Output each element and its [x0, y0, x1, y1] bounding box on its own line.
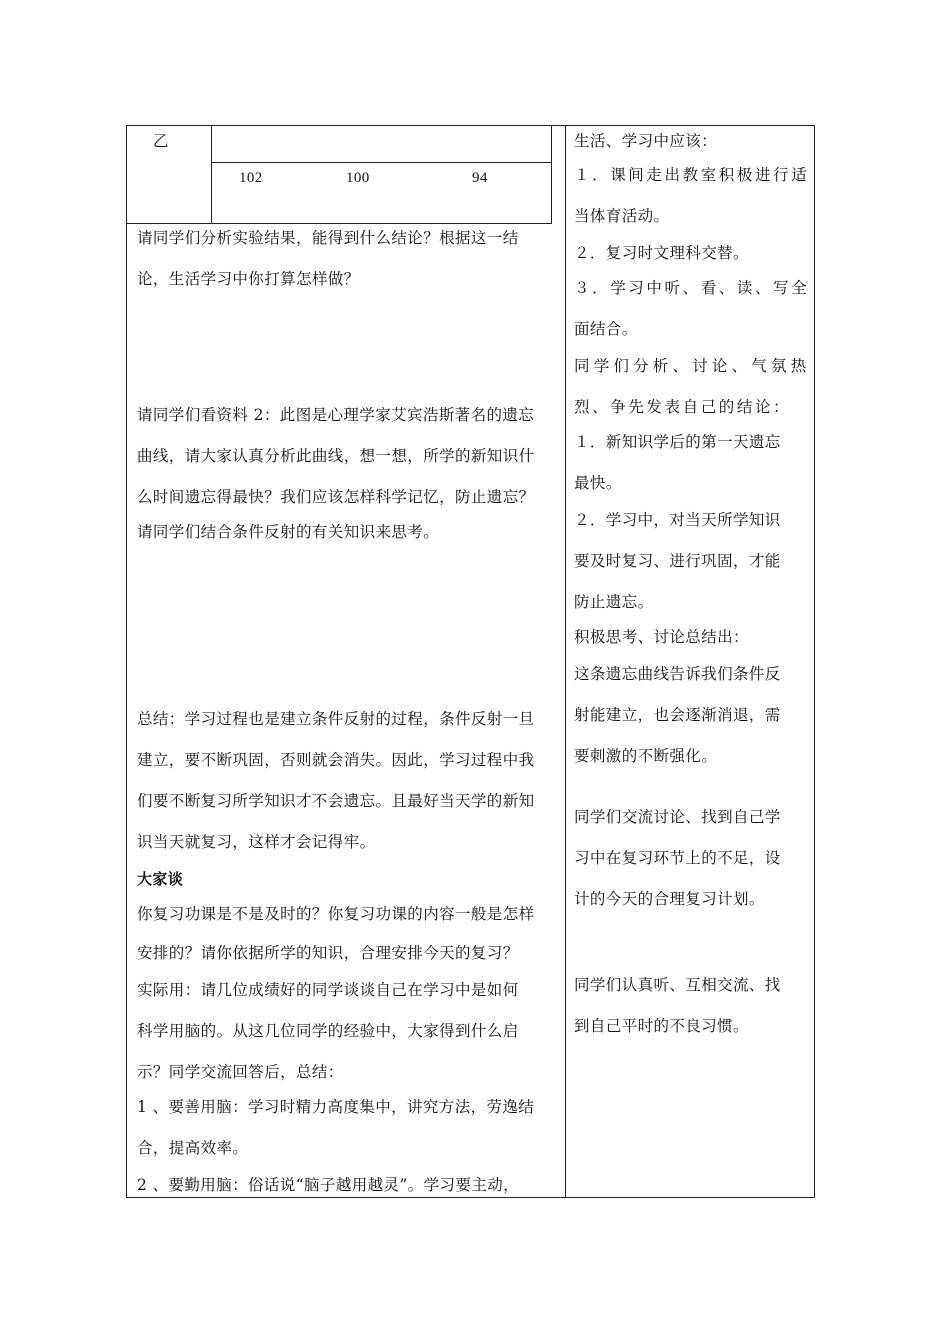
- left-text-line: 识当天就复习，这样才会记得牢。: [137, 833, 376, 851]
- right-text-line: 烈、争先发表自己的结论：: [574, 398, 792, 416]
- right-text-line: ２．学习中，对当天所学知识: [574, 511, 781, 529]
- right-text-line: 同学们分析、讨论、气氛热: [574, 357, 811, 375]
- left-text-line: 示？同学交流回答后，总结：: [137, 1063, 344, 1081]
- right-text-line: 当体育活动。: [574, 207, 670, 225]
- left-text-line: 么时间遗忘得最快？我们应该怎样科学记忆，防止遗忘？: [137, 488, 535, 506]
- right-text-line: 同学们交流讨论、找到自己学: [574, 808, 781, 826]
- left-text-line: 2 、要勤用脑：俗话说“脑子越用越灵”。学习要主动，: [137, 1176, 520, 1194]
- right-text-line: 到自己平时的不良习惯。: [574, 1017, 749, 1035]
- left-text-line: 曲线，请大家认真分析此曲线，想一想，所学的新知识什: [137, 447, 535, 465]
- right-text-line: 这条遗忘曲线告诉我们条件反: [574, 665, 781, 683]
- right-text-line: ２．复习时文理科交替。: [574, 244, 749, 262]
- value-cell: 100: [346, 170, 370, 186]
- right-text-line: 最快。: [574, 474, 622, 492]
- subtable-bottom-border: [126, 223, 552, 224]
- right-text-line: 射能建立，也会逐渐消退，需: [574, 706, 781, 724]
- right-text-line: １．新知识学后的第一天遗忘: [574, 433, 781, 451]
- right-text-line: 积极思考、讨论总结出：: [574, 628, 749, 646]
- subtable-mid-border: [211, 162, 552, 163]
- left-text-line: 合，提高效率。: [137, 1139, 249, 1157]
- left-text-line: 实际用：请几位成绩好的同学谈谈自己在学习中是如何: [137, 981, 519, 999]
- left-text-line: 1 、要善用脑：学习时精力高度集中，讲究方法，劳逸结: [137, 1098, 535, 1116]
- left-text-line: 安排的？请你依据所学的知识，合理安排今天的复习？: [137, 944, 519, 962]
- right-text-line: 习中在复习环节上的不足，设: [574, 849, 781, 867]
- left-text-line: 请同学们结合条件反射的有关知识来思考。: [137, 523, 440, 541]
- subtable-right-border: [551, 125, 552, 223]
- left-text-line: 总结：学习过程也是建立条件反射的过程，条件反射一旦: [137, 710, 535, 728]
- right-text-line: 同学们认真听、互相交流、找: [574, 976, 781, 994]
- left-text-line: 论，生活学习中你打算怎样做？: [137, 270, 360, 288]
- right-text-line: 生活、学习中应该：: [574, 132, 718, 150]
- value-cell: 102: [239, 170, 263, 186]
- right-text-line: 计的今天的合理复习计划。: [574, 890, 765, 908]
- right-text-line: 要及时复习、进行巩固，才能: [574, 552, 781, 570]
- left-text-line: 请同学们看资料 2：此图是心理学家艾宾浩斯著名的遗忘: [137, 406, 535, 424]
- section-heading: 大家谈: [137, 870, 184, 888]
- subtable-left-border: [211, 125, 212, 223]
- right-text-line: １．课间走出教室积极进行适: [574, 166, 810, 184]
- row-label: 乙: [153, 132, 169, 150]
- right-text-line: 面结合。: [574, 320, 638, 338]
- left-text-line: 科学用脑的。从这几位同学的经验中，大家得到什么启: [137, 1022, 519, 1040]
- left-text-line: 们要不断复习所学知识才不会遗忘。且最好当天学的新知: [137, 792, 535, 810]
- left-text-line: 你复习功课是不是及时的？你复习功课的内容一般是怎样: [137, 905, 535, 923]
- right-text-line: ３．学习中听、看、读、写全: [574, 279, 810, 297]
- left-text-line: 建立，要不断巩固，否则就会消失。因此，学习过程中我: [137, 751, 535, 769]
- value-cell: 94: [472, 170, 488, 186]
- right-text-line: 要刺激的不断强化。: [574, 747, 718, 765]
- left-text-line: 请同学们分析实验结果，能得到什么结论？根据这一结: [137, 229, 519, 247]
- column-divider: [565, 125, 566, 1198]
- right-text-line: 防止遗忘。: [574, 593, 654, 611]
